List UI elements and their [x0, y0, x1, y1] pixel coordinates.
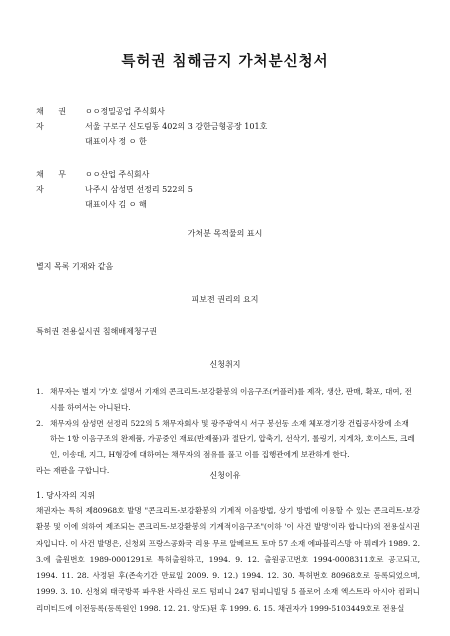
- reason-heading: 신청이유: [209, 471, 241, 480]
- right-text: 특허권 전용실시권 침해배제청구권: [36, 327, 158, 336]
- purpose-item-number: 2.: [36, 418, 44, 428]
- debtor-address: 나주시 삼성면 선정리 522의 5: [85, 185, 193, 194]
- creditor-representative: 대표이사 정 ㅇ 한: [85, 137, 147, 146]
- creditor-lines: [85, 104, 267, 149]
- right-heading: 피보전 권리의 요지: [191, 295, 259, 304]
- creditor-name: ㅇㅇ정밀공업 주식회사: [85, 107, 165, 116]
- debtor-role-label: 채 무 자: [36, 170, 72, 194]
- purpose-item-text: 채무자는 별지 '가'호 설명서 기재의 콘크리트-보강환봉의 이음구조(커플러)를 제작, 생산, 판매, 확포, 대여, 전시를 하여서는 아니된다.: [50, 387, 412, 412]
- purpose-item: [36, 416, 416, 463]
- purpose-item: [36, 384, 416, 416]
- purpose-item-text: 채무자의 삼성면 선정리 522의 5 채무자회사 및 광주광역시 서구 봉선동 소재 체포경기장 건립공사장에 소재하는 1항 이음구조의 완제품, 가공중인 재료(반제품)과 절단기, 압축기, 선삭기, 롤링기, 지게차, 호이스트, 크레인, 이송대, 지그, H형강에 대하여는 채무자의 점유를 풀고 이를 집행관에게 보관하게 한다.: [50, 418, 415, 460]
- object-heading: 가처분 목적물의 표시: [187, 229, 263, 238]
- purpose-heading: 신청취지: [209, 360, 241, 369]
- object-text: 별지 목록 기재와 같음: [36, 262, 114, 271]
- reason-subheading: 1. 당사자의 지위: [36, 491, 96, 500]
- debtor-representative: 대표이사 김 ㅇ 해: [85, 200, 147, 209]
- purpose-item-number: 1.: [36, 387, 44, 396]
- purpose-list: [36, 384, 416, 479]
- reason-paragraph: 채권자는 특허 제80968호 발명 "콘크리트-보강환봉의 기계적 이음방법, 상기 방법에 이용할 수 있는 콘크리트-보강환봉 및 이에 의하여 제조되는 콘크리트-보강환봉의 기계적이음구조"(이하 '이 사건 발명'이라 합니다)의 전용실시권자입니다. 이 사건 발명은, 신청외 프랑스공화국 리용 무르 알베르트 토마 57 소재 에파블리스망 아 뭐레가 1989. 2. 3.에 출원번호 1989-0001291로 특허출원하고, 1994. 9. 12. 출원공고번호 1994-0008311호로 공고되고, 1994. 11. 28. 사정된 후(존속기간 만료일 2009. 9. 12.) 1994. 12. 30. 특허번호 80968호로 등록되었으며, 1999. 3. 10. 신청외 태국방콕 파우완 사라신 로드 텀피니 247 텀피니빌딩 5 플로어 소재 엑스트라 아시아 컴퍼니 리미티드에 이전등록(등록원인 1998. 12. 21. 양도)된 후 1999. 6. 15. 채권자가 1999-5103449호로 전용실: [36, 506, 420, 613]
- debtor-name: ㅇㅇ산업 주식회사: [85, 170, 150, 179]
- creditor-role-label: 채 권 자: [36, 107, 72, 131]
- document-title: 특허권 침해금지 가처분신청서: [121, 53, 329, 70]
- debtor-lines: [85, 167, 193, 212]
- purpose-closing: 라는 재판을 구합니다.: [36, 465, 110, 475]
- creditor-address: 서울 구로구 신도림동 402의 3 강한금형공장 101호: [85, 122, 268, 131]
